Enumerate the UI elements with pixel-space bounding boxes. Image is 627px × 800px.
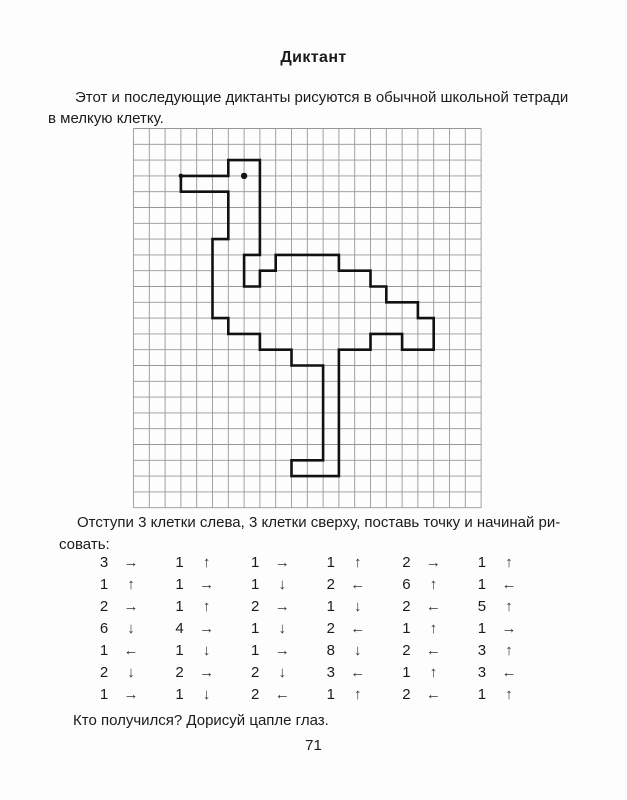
instruction-line: совать: [59, 535, 110, 553]
step-count: 2 [251, 664, 260, 682]
step-count: 3 [326, 664, 335, 682]
arrow-down-icon: ↓ [127, 664, 135, 682]
step-count: 2 [326, 575, 335, 593]
instruction-paragraph [59, 512, 589, 555]
arrow-up-icon: ↑ [429, 664, 438, 682]
step-count: 1 [175, 553, 184, 571]
dictation-step [169, 551, 245, 573]
dictation-step [471, 639, 547, 661]
arrow-left-icon: ← [501, 575, 517, 593]
dictation-step [471, 551, 547, 573]
dictation-step [395, 551, 471, 573]
dictation-step [320, 573, 396, 595]
start-point-dot [179, 174, 184, 179]
arrow-left-icon: ← [501, 664, 517, 682]
step-count: 1 [99, 575, 109, 593]
arrow-left-icon: ← [350, 575, 366, 593]
dictation-step [244, 639, 320, 661]
dictation-step [471, 573, 547, 595]
dictation-step [320, 551, 396, 573]
dictation-step [93, 573, 169, 595]
dictation-table [93, 551, 547, 706]
step-count: 2 [402, 597, 411, 615]
arrow-left-icon: ← [123, 641, 139, 659]
arrow-left-icon: ← [274, 686, 290, 704]
dictation-step [93, 551, 169, 573]
dictation-step [395, 684, 471, 706]
page-title: Диктант [280, 49, 347, 66]
step-count: 6 [402, 575, 411, 593]
arrow-right-icon: → [199, 619, 215, 637]
dictation-step [169, 684, 245, 706]
step-count: 2 [175, 664, 184, 682]
arrow-right-icon: → [274, 597, 290, 615]
arrow-up-icon: ↑ [429, 575, 438, 593]
dictation-step [395, 639, 471, 661]
step-count: 1 [175, 686, 184, 704]
dictation-step [320, 684, 396, 706]
arrow-left-icon: ← [350, 619, 366, 637]
arrow-down-icon: ↓ [202, 686, 211, 704]
dictation-step [244, 684, 320, 706]
dictation-step [395, 661, 471, 683]
arrow-down-icon: ↓ [127, 619, 135, 637]
arrow-down-icon: ↓ [278, 664, 286, 682]
dictation-step [244, 661, 320, 683]
arrow-right-icon: → [123, 597, 139, 615]
step-count: 1 [251, 641, 260, 659]
dictation-step [320, 617, 396, 639]
step-count: 3 [477, 664, 487, 682]
arrow-up-icon: ↑ [429, 619, 438, 637]
dictation-step [169, 573, 245, 595]
step-count: 1 [251, 619, 260, 637]
arrow-up-icon: ↑ [127, 575, 135, 593]
arrow-right-icon: → [274, 553, 290, 571]
step-count: 1 [477, 619, 487, 637]
heron-eye-dot [241, 173, 247, 179]
step-count: 2 [251, 686, 260, 704]
dictation-step [320, 661, 396, 683]
arrow-up-icon: ↑ [354, 686, 362, 704]
page-number: 71 [305, 737, 322, 754]
dictation-step [244, 573, 320, 595]
arrow-right-icon: → [123, 686, 139, 704]
question-text: Кто получился? Дорисуй цапле глаз. [73, 712, 329, 729]
dictation-step [93, 617, 169, 639]
step-count: 1 [251, 575, 260, 593]
arrow-down-icon: ↓ [354, 641, 362, 659]
dictation-step [93, 661, 169, 683]
intro-line: Этот и последующие диктанты рисуются в обычной школьной тетради [75, 89, 569, 106]
step-count: 1 [251, 553, 260, 571]
arrow-down-icon: ↓ [278, 575, 286, 593]
intro-line: в мелкую клетку. [48, 110, 164, 127]
arrow-right-icon: → [123, 553, 139, 571]
dictation-step [244, 595, 320, 617]
step-count: 1 [402, 664, 411, 682]
arrow-up-icon: ↑ [202, 553, 211, 571]
arrow-up-icon: ↑ [202, 597, 211, 615]
step-count: 1 [477, 553, 487, 571]
dictation-step [169, 595, 245, 617]
arrow-right-icon: → [199, 664, 215, 682]
dictation-step [169, 661, 245, 683]
step-count: 1 [175, 597, 184, 615]
dictation-step [395, 573, 471, 595]
step-count: 2 [402, 553, 411, 571]
arrow-right-icon: → [199, 575, 215, 593]
arrow-up-icon: ↑ [354, 553, 362, 571]
dictation-step [471, 661, 547, 683]
step-count: 1 [99, 686, 109, 704]
step-count: 8 [326, 641, 335, 659]
arrow-left-icon: ← [425, 597, 441, 615]
dictation-step [395, 617, 471, 639]
step-count: 2 [251, 597, 260, 615]
step-count: 1 [326, 597, 335, 615]
step-count: 1 [477, 686, 487, 704]
step-count: 1 [326, 686, 335, 704]
arrow-left-icon: ← [425, 641, 441, 659]
arrow-left-icon: ← [350, 664, 366, 682]
arrow-up-icon: ↑ [505, 641, 513, 659]
step-count: 6 [99, 619, 109, 637]
step-count: 1 [402, 619, 411, 637]
step-count: 3 [477, 641, 487, 659]
dictation-step [169, 617, 245, 639]
dictation-step [93, 684, 169, 706]
step-count: 4 [175, 619, 184, 637]
dictation-step [244, 551, 320, 573]
dictation-step [471, 617, 547, 639]
dictation-step [471, 595, 547, 617]
intro-paragraph [48, 87, 588, 129]
step-count: 3 [99, 553, 109, 571]
instruction-line: Отступи 3 клетки слева, 3 клетки сверху, поставь точку и начинай ри- [77, 514, 561, 531]
step-count: 2 [99, 597, 109, 615]
arrow-down-icon: ↓ [354, 597, 362, 615]
step-count: 5 [477, 597, 487, 615]
dictation-step [244, 617, 320, 639]
arrow-up-icon: ↑ [505, 553, 513, 571]
step-count: 2 [99, 664, 109, 682]
dictation-step [93, 595, 169, 617]
arrow-right-icon: → [501, 619, 517, 637]
dictation-step [395, 595, 471, 617]
step-count: 1 [175, 641, 184, 659]
arrow-up-icon: ↑ [505, 686, 513, 704]
dictation-grid-figure [133, 128, 482, 509]
dictation-step [169, 639, 245, 661]
arrow-right-icon: → [425, 553, 441, 571]
arrow-left-icon: ← [425, 686, 441, 704]
step-count: 1 [477, 575, 487, 593]
arrow-down-icon: ↓ [278, 619, 286, 637]
step-count: 2 [402, 641, 411, 659]
step-count: 1 [99, 641, 109, 659]
dictation-step [320, 595, 396, 617]
step-count: 1 [175, 575, 184, 593]
step-count: 2 [326, 619, 335, 637]
dictation-step [93, 639, 169, 661]
step-count: 2 [402, 686, 411, 704]
arrow-right-icon: → [274, 641, 290, 659]
arrow-down-icon: ↓ [202, 641, 211, 659]
step-count: 1 [326, 553, 335, 571]
arrow-up-icon: ↑ [505, 597, 513, 615]
dictation-step [471, 684, 547, 706]
dictation-step [320, 639, 396, 661]
